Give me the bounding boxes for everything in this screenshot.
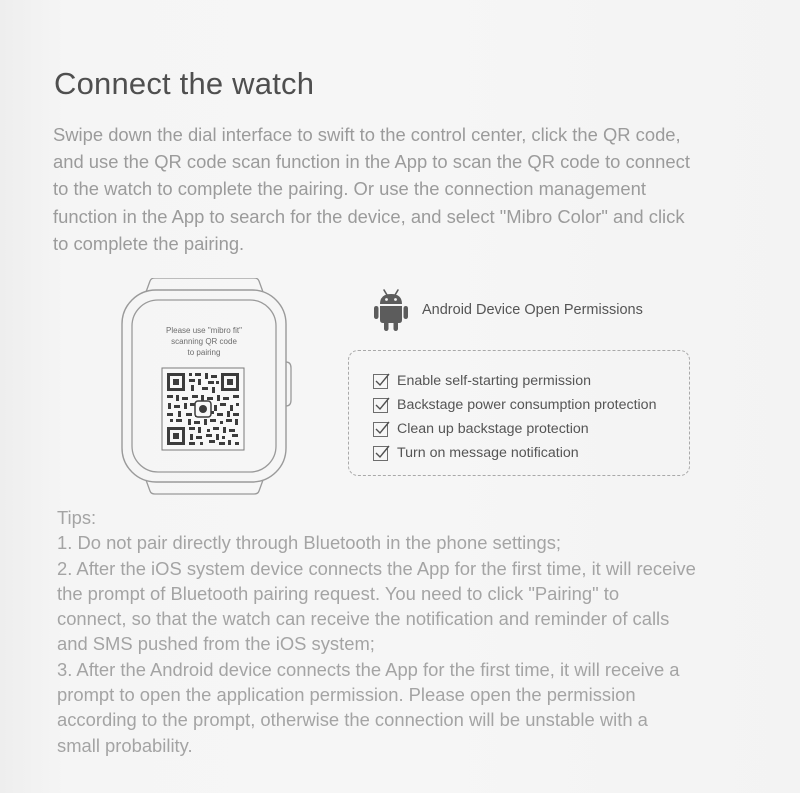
permission-label: Clean up backstage protection xyxy=(397,421,589,437)
tips-line: connect, so that the watch can receive the notification and reminder of calls xyxy=(57,608,670,630)
checkbox-checked-icon xyxy=(373,446,388,461)
permission-label: Enable self-starting permission xyxy=(397,373,591,389)
watch-screen-text: scanning QR code xyxy=(171,337,237,346)
tips-line: 3. After the Android device connects the App for the first time, it will receive a xyxy=(57,658,680,680)
android-icon xyxy=(372,288,410,332)
watch-screen-text: to pairing xyxy=(187,348,221,357)
tips-heading: Tips: xyxy=(57,507,97,528)
permissions-list xyxy=(373,369,656,465)
tips-line: small probability. xyxy=(57,734,193,756)
checkbox-checked-icon xyxy=(373,398,388,413)
permission-label: Backstage power consumption protection xyxy=(397,397,657,413)
qr-code-icon xyxy=(162,368,244,450)
permission-item xyxy=(373,417,656,441)
permissions-header xyxy=(372,288,643,332)
intro-line: Swipe down the dial interface to swift to the control center, click the QR code, xyxy=(53,124,681,145)
watch-illustration xyxy=(118,278,293,498)
tips-section xyxy=(57,505,747,758)
intro-paragraph xyxy=(53,121,743,257)
intro-line: function in the App to search for the device, and select "Mibro Color" and click xyxy=(53,205,685,227)
permissions-title: Android Device Open Permissions xyxy=(422,302,643,318)
intro-line: to the watch to complete the pairing. Or use the connection management xyxy=(53,178,646,200)
tips-line: prompt to open the application permission. Please open the permission xyxy=(57,684,636,706)
tips-line: the prompt of Bluetooth pairing request. You need to click "Pairing" to xyxy=(57,582,620,604)
permission-item xyxy=(373,441,656,465)
checkbox-checked-icon xyxy=(373,422,388,437)
permission-label: Turn on message notification xyxy=(397,445,579,461)
page-title: Connect the watch xyxy=(54,66,315,101)
permission-item xyxy=(373,393,656,417)
watch-crown xyxy=(286,362,291,406)
intro-line: to complete the pairing. xyxy=(53,232,245,254)
tips-line: according to the prompt, otherwise the connection will be unstable with a xyxy=(57,709,648,731)
permissions-box xyxy=(348,350,690,476)
tips-line: and SMS pushed from the iOS system; xyxy=(57,633,375,655)
watch-screen-text: Please use "mibro fit" xyxy=(166,326,242,335)
tips-line: 2. After the iOS system device connects the App for the first time, it will receive xyxy=(57,557,696,579)
checkbox-checked-icon xyxy=(373,374,388,389)
intro-line: and use the QR code scan function in the App to scan the QR code to connect xyxy=(53,151,690,173)
tips-line: 1. Do not pair directly through Bluetooth in the phone settings; xyxy=(57,532,562,554)
permission-item xyxy=(373,369,656,393)
